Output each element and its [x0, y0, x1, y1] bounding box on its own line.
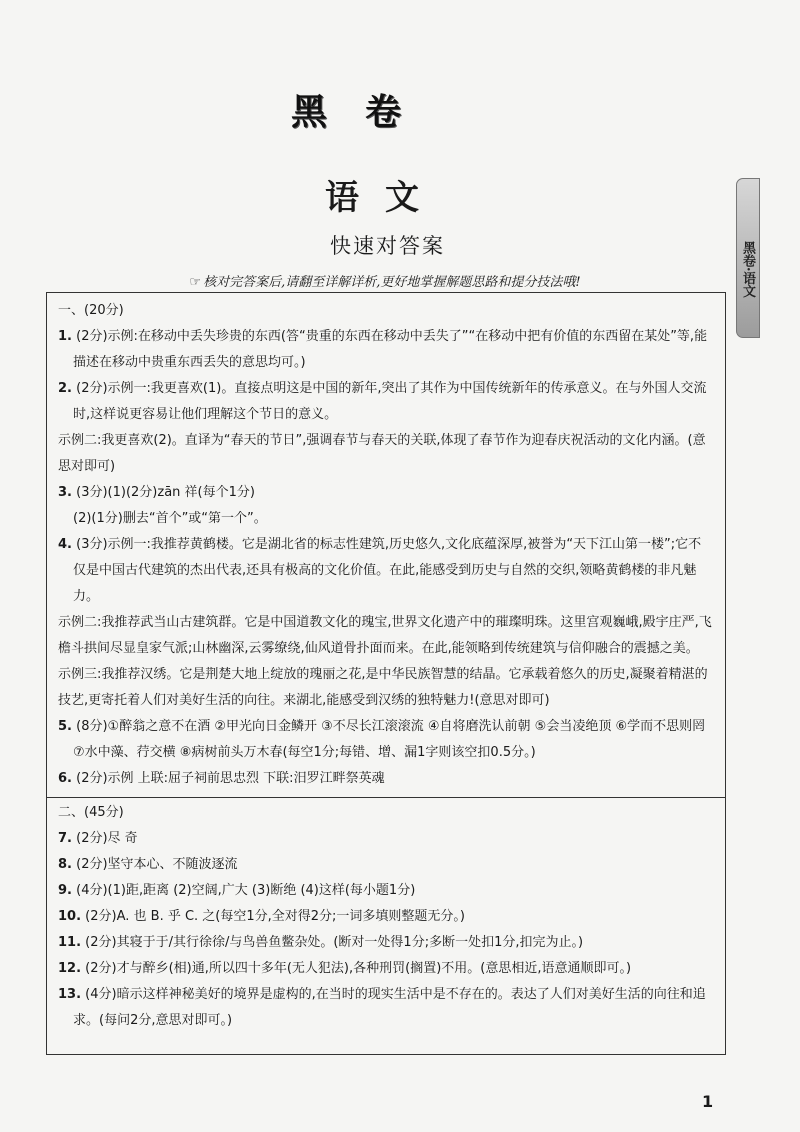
- question-number: 5.: [58, 719, 72, 734]
- question-item: [58, 480, 714, 506]
- page-number: 1: [702, 1092, 714, 1111]
- brand-logo: 黑卷: [290, 91, 439, 133]
- tip-line: [0, 271, 770, 290]
- answer-text: (8分)①醉翁之意不在酒 ②甲光向日金鳞开 ③不尽长江滚滚流 ④自将磨洗认前朝 ⑤会当凌绝顶 ⑥学而不思则罔 ⑦水中藻、荇交横 ⑧病树前头万木春(每空1分;每错、增、漏1字则该空扣0.5分。): [73, 719, 706, 760]
- question-item: [58, 714, 714, 766]
- answer-text: (2分)坚守本心、不随波逐流: [76, 857, 238, 872]
- question-number: 9.: [58, 883, 72, 898]
- answer-text: (2分)示例 上联:屈子祠前思忠烈 下联:汨罗江畔祭英魂: [76, 771, 385, 786]
- answer-text: (2分)示例:在移动中丢失珍贵的东西(答“贵重的东西在移动中丢失了”“在移动中把有价值的东西留在某处”等,能描述在移动中贵重东西丢失的意思均可。): [73, 329, 708, 370]
- section-head: 一、(20分): [58, 303, 124, 318]
- section-divider: [47, 797, 725, 798]
- question-item: [58, 930, 714, 956]
- question-number: 4.: [58, 537, 72, 552]
- section: [58, 800, 714, 1034]
- question-item: [58, 982, 714, 1034]
- question-number: 1.: [58, 329, 72, 344]
- answer-text: 示例三:我推荐汉绣。它是荆楚大地上绽放的瑰丽之花,是中华民族智慧的结晶。它承载着悠久的历史,凝聚着精湛的技艺,更寄托着人们对美好生活的向往。来湖北,能感受到汉绣的独特魅力!(意思对即可): [58, 667, 708, 708]
- answer-text: (2分)才与醉乡(相)通,所以四十多年(无人犯法),各种刑罚(搁置)不用。(意思相近,语意通顺即可。): [85, 961, 632, 976]
- question-number: 11.: [58, 935, 82, 950]
- question-item: [58, 826, 714, 852]
- question-item: [58, 532, 714, 610]
- question-item: [58, 904, 714, 930]
- question-number: 2.: [58, 381, 72, 396]
- question-number: 7.: [58, 831, 72, 846]
- question-number: 3.: [58, 485, 72, 500]
- question-number: 10.: [58, 909, 82, 924]
- question-number: 8.: [58, 857, 72, 872]
- answer-box: [46, 292, 726, 1055]
- answer-text: 示例二:我推荐武当山古建筑群。它是中国道教文化的瑰宝,世界文化遗产中的璀璨明珠。这里宫观巍峨,殿宇庄严,飞檐斗拱间尽显皇家气派;山林幽深,云雾缭绕,仙风道骨扑面而来。在此,能领略到传统建筑与信仰融合的震撼之美。: [58, 615, 712, 656]
- question-item: [58, 376, 714, 428]
- answer-text: (3分)示例一:我推荐黄鹤楼。它是湖北省的标志性建筑,历史悠久,文化底蕴深厚,被誉为“天下江山第一楼”;它不仅是中国古代建筑的杰出代表,还具有极高的文化价值。在此,能感受到历史与自然的交织,领略黄鹤楼的非凡魅力。: [73, 537, 702, 604]
- answer-text: (4分)暗示这样神秘美好的境界是虚构的,在当时的现实生活中是不存在的。表达了人们对美好生活的向往和追求。(每问2分,意思对即可。): [73, 987, 706, 1028]
- answer-text: (3分)(1)(2分)zān 祥(每个1分): [76, 485, 255, 500]
- answer-text: 示例二:我更喜欢(2)。直译为“春天的节日”,强调春节与春天的关联,体现了春节作为迎春庆祝活动的文化内涵。(意思对即可): [58, 433, 706, 474]
- document-title: 快速对答案: [330, 234, 445, 258]
- answer-text: (2分)A. 也 B. 乎 C. 之(每空1分,全对得2分;一词多填则整题无分。): [85, 909, 466, 924]
- hand-pointer-icon: ☞: [189, 275, 202, 290]
- subject-title: 语文: [325, 178, 445, 218]
- question-item: [58, 852, 714, 878]
- tip-text: 核对完答案后,请翻至详解详析,更好地掌握解题思路和提分技法哦!: [203, 275, 581, 290]
- question-item: [58, 956, 714, 982]
- answer-text: (2分)其寝于于/其行徐徐/与鸟兽鱼鳖杂处。(断对一处得1分;多断一处扣1分,扣完为止。): [85, 935, 584, 950]
- side-tab: 黑卷·语文: [736, 178, 760, 338]
- section-head: 二、(45分): [58, 805, 124, 820]
- question-item: [58, 766, 714, 792]
- answer-text: (4分)(1)距,距离 (2)空阔,广大 (3)断绝 (4)这样(每小题1分): [76, 883, 416, 898]
- question-number: 13.: [58, 987, 82, 1002]
- question-item: [58, 878, 714, 904]
- question-number: 12.: [58, 961, 82, 976]
- question-number: 6.: [58, 771, 72, 786]
- answer-text: (2分)示例一:我更喜欢(1)。直接点明这是中国的新年,突出了其作为中国传统新年的传承意义。在与外国人交流时,这样说更容易让他们理解这个节日的意义。: [73, 381, 707, 422]
- answer-text: (2分)尽 奇: [76, 831, 138, 846]
- answer-text: (2)(1分)删去“首个”或“第一个”。: [73, 511, 267, 526]
- section: [58, 298, 714, 792]
- question-item: [58, 324, 714, 376]
